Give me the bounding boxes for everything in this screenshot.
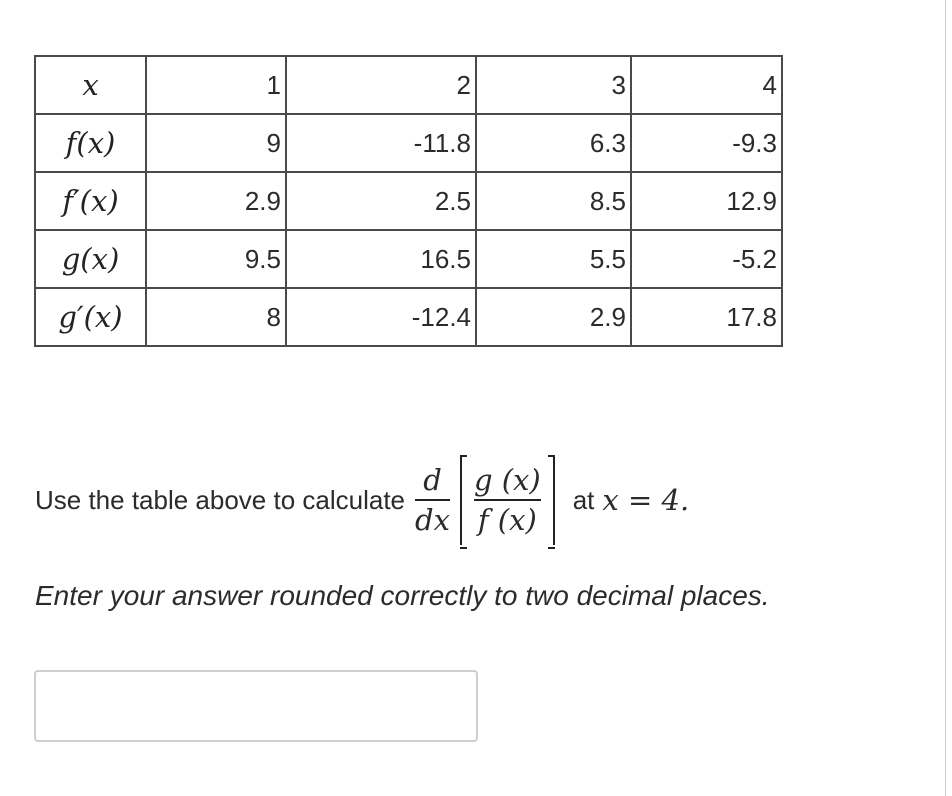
question-prompt — [35, 450, 689, 550]
row-label-g: g(x) — [35, 230, 146, 288]
derivative-operator — [415, 461, 450, 539]
page-right-border — [945, 0, 946, 796]
quotient-brackets — [460, 455, 555, 545]
row-label-f: f(x) — [35, 114, 146, 172]
quotient-denominator: f (x) — [477, 502, 537, 537]
table-cell: 2 — [286, 56, 476, 114]
at-label: at — [572, 484, 595, 515]
table-cell: 8.5 — [476, 172, 631, 230]
table-cell: 3 — [476, 56, 631, 114]
table-row-f — [35, 114, 782, 172]
table-cell: 16.5 — [286, 230, 476, 288]
table-cell: 6.3 — [476, 114, 631, 172]
table-cell: 5.5 — [476, 230, 631, 288]
table-cell: 8 — [146, 288, 286, 346]
table-cell: 2.9 — [146, 172, 286, 230]
table-cell: 9.5 — [146, 230, 286, 288]
table-cell: 9 — [146, 114, 286, 172]
table-cell: 4 — [631, 56, 782, 114]
table-cell: 17.8 — [631, 288, 782, 346]
row-label-f-prime: f′(x) — [35, 172, 146, 230]
derivative-denominator: dx — [415, 502, 450, 537]
row-label-x: x — [35, 56, 146, 114]
answer-input[interactable] — [34, 670, 478, 742]
table-cell: -9.3 — [631, 114, 782, 172]
question-prefix: Use the table above to calculate — [35, 484, 406, 515]
table-cell: 1 — [146, 56, 286, 114]
table-cell: -11.8 — [286, 114, 476, 172]
table-cell: 2.5 — [286, 172, 476, 230]
table-cell: 12.9 — [631, 172, 782, 230]
table-cell: -5.2 — [631, 230, 782, 288]
evaluation-point: x = 4. — [602, 483, 690, 517]
values-table — [34, 55, 783, 347]
table-cell: -12.4 — [286, 288, 476, 346]
table-row-g — [35, 230, 782, 288]
row-label-g-prime: g′(x) — [35, 288, 146, 346]
table-row-f-prime — [35, 172, 782, 230]
table-row-g-prime — [35, 288, 782, 346]
table-row-x — [35, 56, 782, 114]
quotient-fraction — [474, 461, 541, 539]
table-cell: 2.9 — [476, 288, 631, 346]
derivative-numerator: d — [423, 463, 442, 498]
quotient-numerator: g (x) — [473, 463, 541, 498]
answer-instruction: Enter your answer rounded correctly to two decimal places. — [35, 580, 770, 611]
